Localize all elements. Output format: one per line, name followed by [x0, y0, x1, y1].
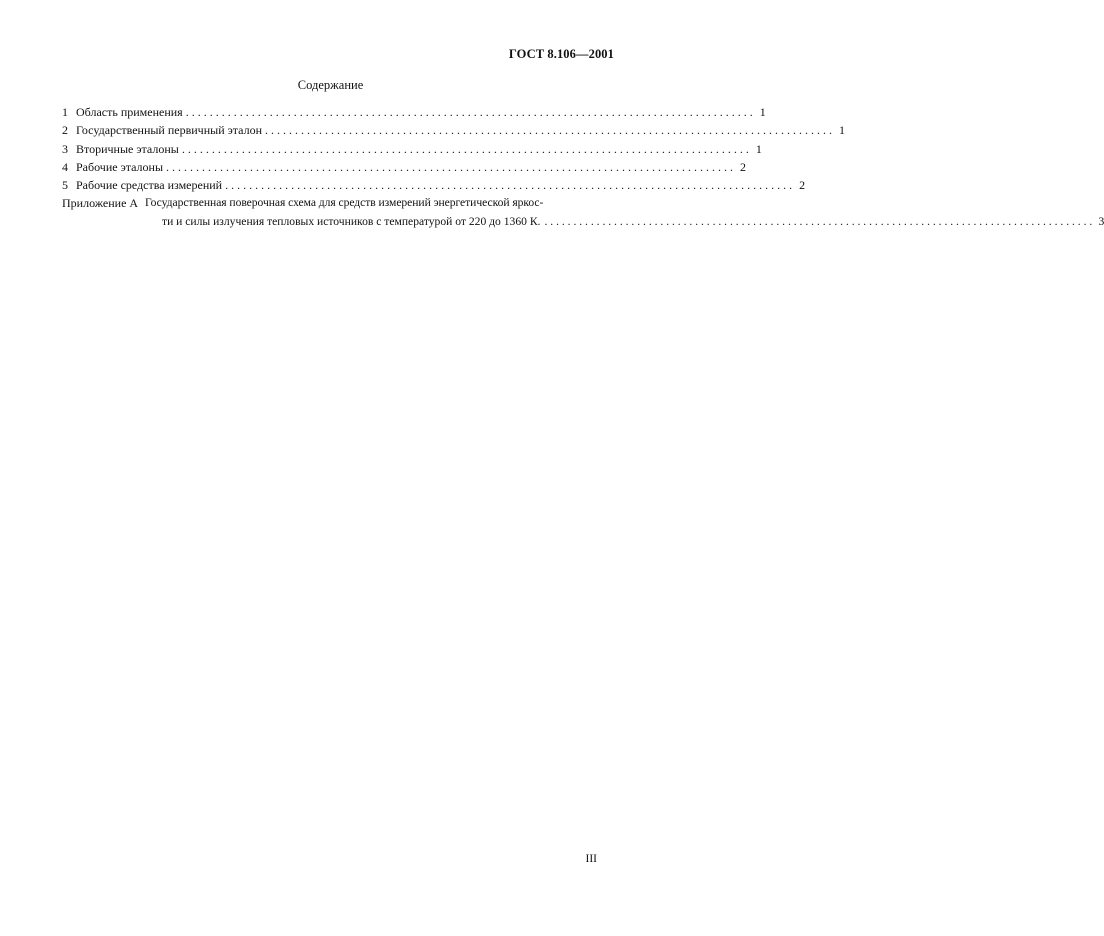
toc-dot-leader — [265, 121, 832, 139]
toc-entry-page: 1 — [755, 141, 762, 156]
toc-title: Содержание — [297, 78, 364, 92]
toc-entry-title: Вторичные эталоны — [76, 141, 179, 156]
toc-entry-page: 2 — [799, 178, 806, 193]
toc-entry-number: 3 — [62, 141, 68, 156]
toc-entry-number: 5 — [62, 178, 68, 193]
toc-entry-number: 2 — [62, 123, 68, 138]
appendix-title-line-1: Государственная поверочная схема для средств измерений энергетической яркос- — [145, 196, 544, 210]
appendix-title-block — [145, 194, 1104, 231]
toc-entry-number: 1 — [62, 105, 68, 119]
toc-entry[interactable] — [62, 121, 846, 139]
appendix-page: 3 — [1098, 214, 1104, 228]
toc-entry-page: 2 — [740, 159, 747, 174]
toc-entry[interactable] — [62, 140, 762, 158]
toc-entry-number: 4 — [62, 159, 68, 174]
table-of-contents — [62, 103, 1104, 231]
toc-appendix-entry[interactable] — [62, 194, 1104, 231]
toc-entry-title: Государственный первичный эталон — [76, 123, 263, 138]
appendix-title-line-2-row — [145, 213, 1104, 231]
toc-entry-page: 1 — [759, 105, 766, 119]
document-code: ГОСТ 8.106—2001 — [508, 47, 614, 61]
toc-entry[interactable] — [62, 176, 806, 194]
page-number: III — [585, 853, 597, 865]
appendix-title-line-2: ти и силы излучения тепловых источников с температурой от 220 до 1360 К. — [162, 214, 541, 228]
toc-entry-title: Область применения — [76, 105, 183, 119]
appendix-label: Приложение А — [62, 196, 139, 211]
toc-dot-leader — [544, 213, 1092, 231]
toc-entry-page: 1 — [839, 123, 846, 138]
toc-entry[interactable] — [62, 158, 747, 176]
toc-dot-leader — [225, 176, 792, 194]
toc-entry[interactable] — [62, 103, 766, 121]
toc-dot-leader — [186, 103, 753, 121]
toc-entry-title: Рабочие средства измерений — [76, 178, 223, 193]
toc-entry-title: Рабочие эталоны — [76, 159, 164, 174]
toc-dot-leader — [166, 158, 733, 176]
toc-dot-leader — [182, 140, 749, 158]
